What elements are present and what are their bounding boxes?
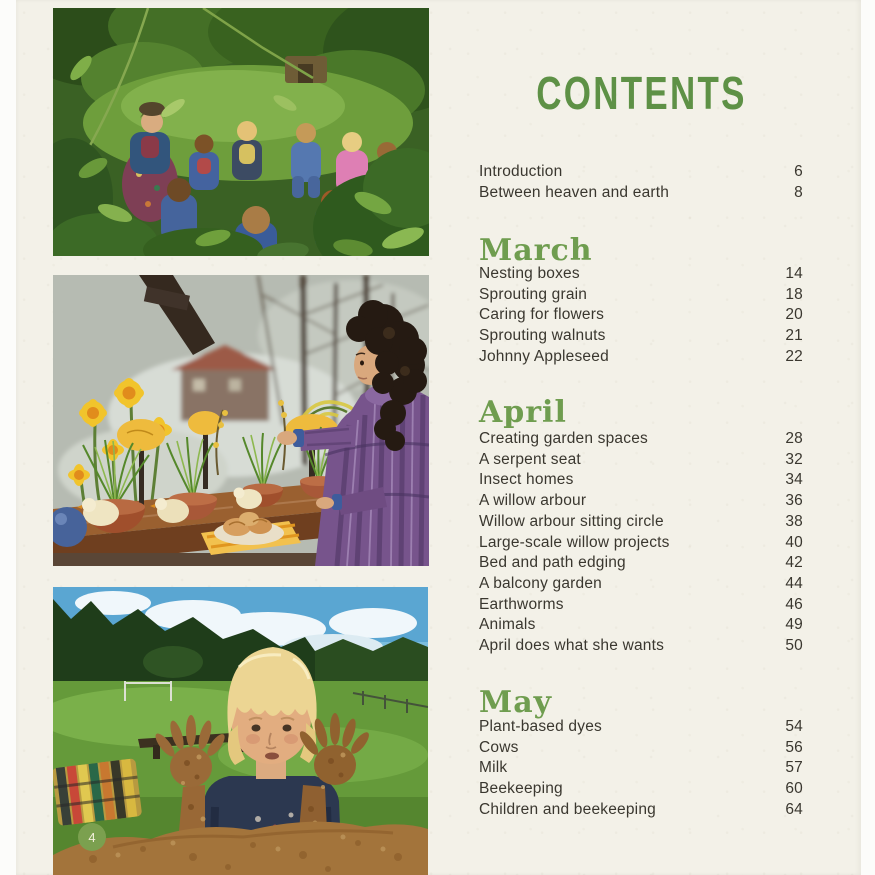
toc-entry-label: A serpent seat [479, 450, 581, 468]
toc-entry-label: Sprouting grain [479, 285, 588, 303]
toc-entry-page: 32 [785, 450, 803, 468]
toc-entry [479, 615, 803, 636]
toc-entry [479, 491, 803, 512]
toc-entry [479, 162, 803, 183]
toc-entry-label: Plant-based dyes [479, 718, 602, 735]
toc-entry-page: 22 [785, 347, 803, 365]
toc-intro-list [479, 162, 803, 203]
toc-entry [479, 183, 803, 204]
toc-entry-label: Children and beekeeping [479, 800, 656, 818]
toc-entry-page: 49 [785, 616, 803, 634]
toc-entry-label: Johnny Appleseed [479, 347, 609, 365]
toc-entry-page: 40 [785, 533, 803, 551]
toc-entry-page: 6 [794, 163, 803, 180]
toc-entry-label: Creating garden spaces [479, 430, 648, 447]
toc-entry-page: 60 [785, 780, 803, 798]
toc-entry-label: Bed and path edging [479, 554, 626, 572]
toc-march-list [479, 264, 803, 368]
toc-entry-page: 28 [785, 430, 803, 447]
muddy-hands-child-photo [53, 587, 428, 875]
section-heading-april: April [479, 395, 567, 430]
toc-entry-label: Milk [479, 759, 508, 777]
book-page [16, 0, 861, 875]
toc-entry [479, 553, 803, 574]
toc-entry-page: 56 [785, 738, 803, 756]
toc-entry [479, 758, 803, 779]
toc-entry-page: 54 [785, 718, 803, 735]
toc-entry-page: 64 [785, 800, 803, 818]
toc-entry-page: 42 [785, 554, 803, 572]
toc-entry-label: Large-scale willow projects [479, 533, 670, 551]
spring-nature-table-photo [53, 275, 429, 566]
toc-entry-label: Cows [479, 738, 519, 756]
section-heading-may: May [479, 685, 553, 720]
toc-entry-label: Introduction [479, 163, 563, 180]
toc-entry-page: 46 [785, 595, 803, 613]
toc-entry-label: A balcony garden [479, 574, 602, 592]
toc-entry [479, 533, 803, 554]
section-heading-march: March [479, 233, 593, 268]
toc-entry [479, 450, 803, 471]
toc-entry [479, 595, 803, 616]
toc-entry-page: 20 [785, 306, 803, 324]
toc-entry-label: Insect homes [479, 471, 574, 489]
page-title [479, 67, 803, 119]
toc-entry [479, 305, 803, 326]
toc-entry [479, 636, 803, 657]
page-title-text: CONTENTS [535, 67, 747, 119]
striped-blanket [53, 758, 142, 826]
toc-entry [479, 717, 803, 738]
toc-entry-label: Beekeeping [479, 780, 563, 798]
toc-entry-page: 21 [785, 327, 803, 345]
page-number-badge [78, 823, 106, 851]
toc-entry-page: 57 [785, 759, 803, 777]
toc-entry-label: A willow arbour [479, 492, 587, 510]
toc-entry [479, 738, 803, 759]
toc-entry-label: Sprouting walnuts [479, 327, 606, 345]
toc-entry-label: Willow arbour sitting circle [479, 512, 664, 530]
toc-entry [479, 326, 803, 347]
toc-entry [479, 574, 803, 595]
toc-entry [479, 285, 803, 306]
toc-entry-label: April does what she wants [479, 637, 665, 655]
toc-entry-page: 50 [785, 637, 803, 655]
toc-entry-page: 8 [794, 183, 803, 201]
toc-april-list [479, 429, 803, 657]
toc-entry-label: Nesting boxes [479, 265, 580, 282]
spring-nature-table-illustration [53, 275, 429, 566]
toc-entry [479, 347, 803, 368]
muddy-hands-child-illustration [53, 587, 428, 875]
toc-entry [479, 264, 803, 285]
toc-entry-page: 14 [785, 265, 803, 282]
toc-entry [479, 779, 803, 800]
toc-entry-label: Animals [479, 616, 536, 634]
toc-entry-label: Between heaven and earth [479, 183, 670, 201]
toc-entry-page: 34 [785, 471, 803, 489]
toc-entry-page: 36 [785, 492, 803, 510]
toc-entry [479, 429, 803, 450]
toc-entry-label: Earthworms [479, 595, 564, 613]
page-number: 4 [88, 829, 96, 845]
toc-entry-page: 44 [785, 574, 803, 592]
children-story-circle-photo [53, 8, 429, 256]
toc-entry [479, 470, 803, 491]
children-story-circle-illustration [53, 8, 429, 256]
toc-entry-page: 18 [785, 285, 803, 303]
toc-entry [479, 512, 803, 533]
toc-entry-page: 38 [785, 512, 803, 530]
toc-entry [479, 800, 803, 821]
toc-may-list [479, 717, 803, 821]
toc-entry-label: Caring for flowers [479, 306, 605, 324]
